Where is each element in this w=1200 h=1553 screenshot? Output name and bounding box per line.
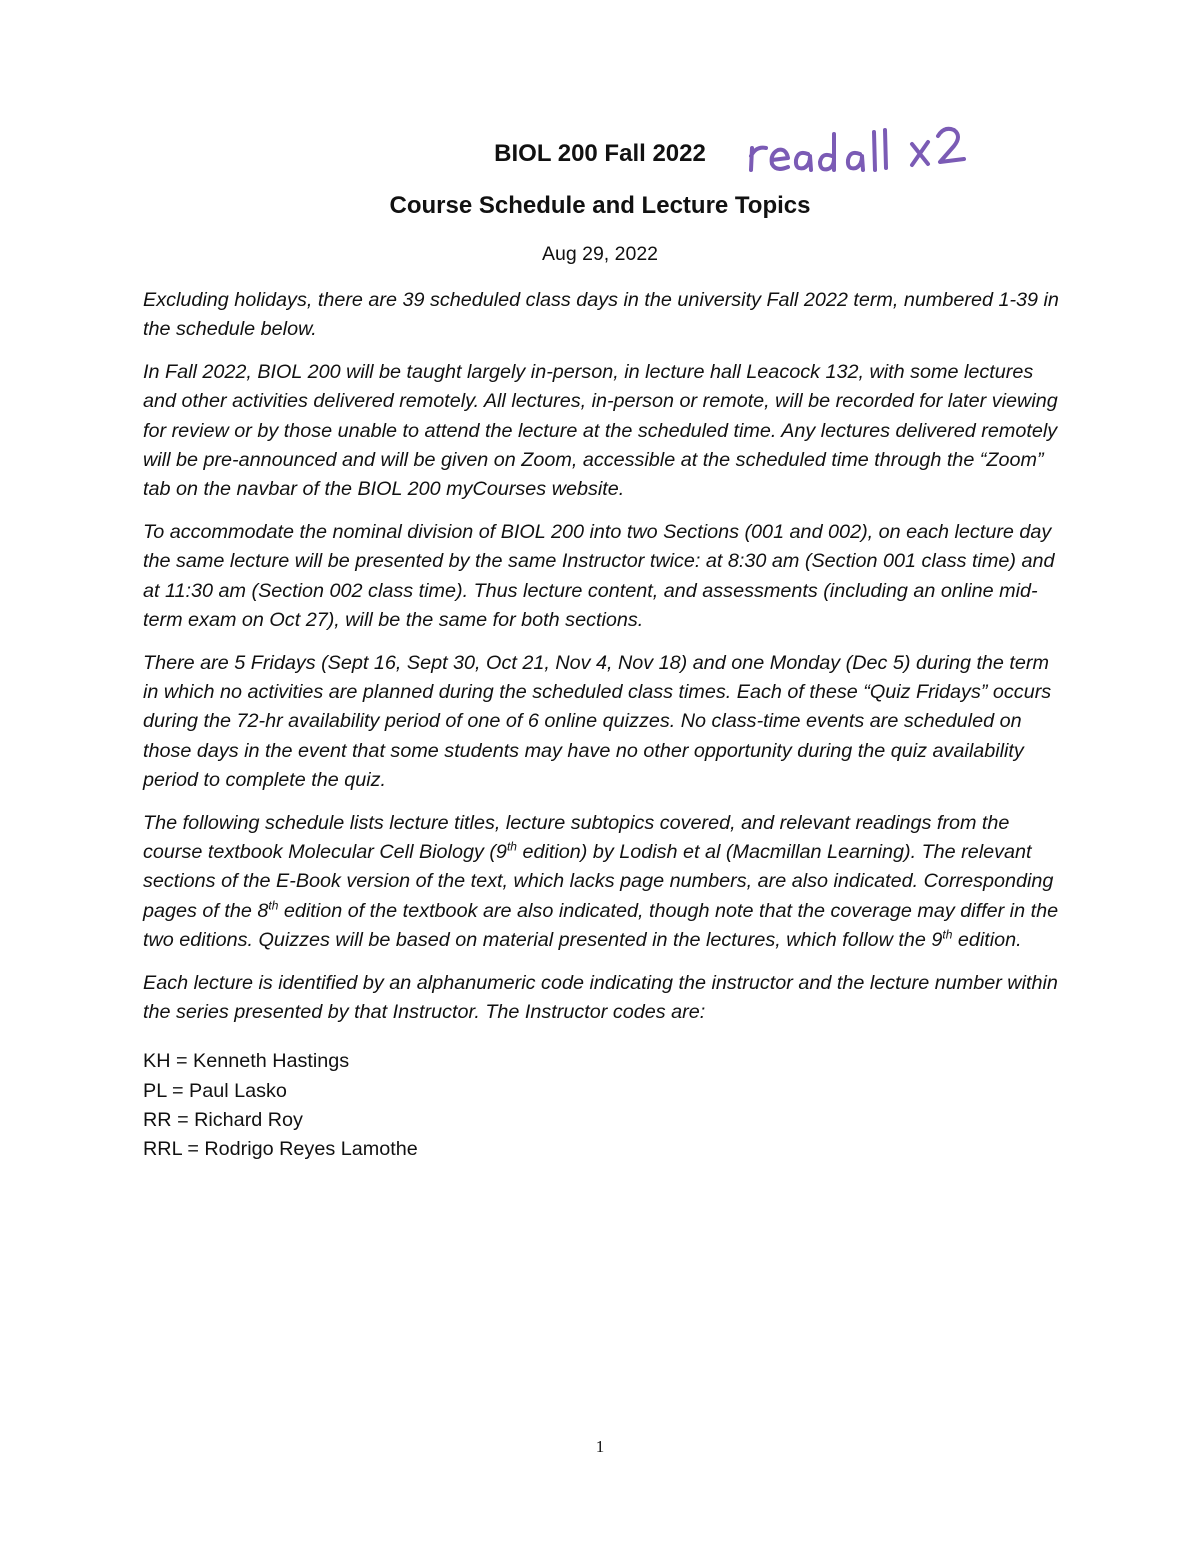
document-title: BIOL 200 Fall 2022 bbox=[494, 140, 706, 167]
paragraph-quiz-fridays: There are 5 Fridays (Sept 16, Sept 30, Oct 21, Nov 4, Nov 18) and one Monday (Dec 5) during the term in which no activities are planned during the scheduled class times. Each of these “Quiz Fridays” occurs during the 72-hr availability period of one of 6 online quizzes. No class-time events are scheduled on those days in the event that some students may have no other opportunity during the quiz availability period to complete the quiz. bbox=[143, 651, 1052, 791]
paragraph-delivery: In Fall 2022, BIOL 200 will be taught largely in-person, in lecture hall Leacock 132, with some lectures and other activities delivered remotely. All lectures, in-person or remote, will be recorded for later viewing for review or by those unable to attend the lecture at the scheduled time. Any lectures delivered remotely will be pre-announced and will be given on Zoom, accessible at the scheduled time through the “Zoom” tab on the navbar of the BIOL 200 myCourses website. bbox=[143, 361, 1058, 501]
document-body bbox=[143, 286, 1068, 1165]
instructor-code: RR = Richard Roy bbox=[143, 1108, 303, 1131]
paragraph-textbook: The following schedule lists lecture titles, lecture subtopics covered, and relevant readings from the course textbook Molecular Cell Biology (9th edition) by Lodish et al (Macmillan Learning). The relevant sections of the E-Book version of the text, which lacks page numbers, are also indicated. Corresponding pages of the 8th edition of the textbook are also indicated, though note that the coverage may differ in the two editions. Quizzes will be based on material presented in the lectures, which follow the 9th edition. bbox=[143, 811, 1059, 951]
page-number: 1 bbox=[595, 1437, 605, 1456]
handwritten-annotation bbox=[744, 118, 974, 178]
instructor-code: KH = Kenneth Hastings bbox=[143, 1050, 350, 1073]
instructor-code-list bbox=[143, 1047, 1068, 1164]
paragraph-term-days: Excluding holidays, there are 39 scheduled class days in the university Fall 2022 term, numbered 1-39 in the schedule below. bbox=[143, 289, 1059, 341]
document-subtitle: Course Schedule and Lecture Topics bbox=[389, 192, 811, 219]
instructor-code: PL = Paul Lasko bbox=[143, 1079, 287, 1102]
paragraph-sections: To accommodate the nominal division of BIOL 200 into two Sections (001 and 002), on each lecture day the same lecture will be presented by the same Instructor twice: at 8:30 am (Section 001 class time) and at 11:30 am (Section 002 class time). Thus lecture content, and assessments (including an online mid-term exam on Oct 27), will be the same for both sections. bbox=[143, 521, 1055, 631]
instructor-code: RRL = Rodrigo Reyes Lamothe bbox=[143, 1138, 418, 1161]
document-date: Aug 29, 2022 bbox=[541, 243, 659, 265]
paragraph-lecture-codes: Each lecture is identified by an alphanumeric code indicating the instructor and the lecture number within the series presented by that Instructor. The Instructor codes are: bbox=[143, 971, 1058, 1024]
